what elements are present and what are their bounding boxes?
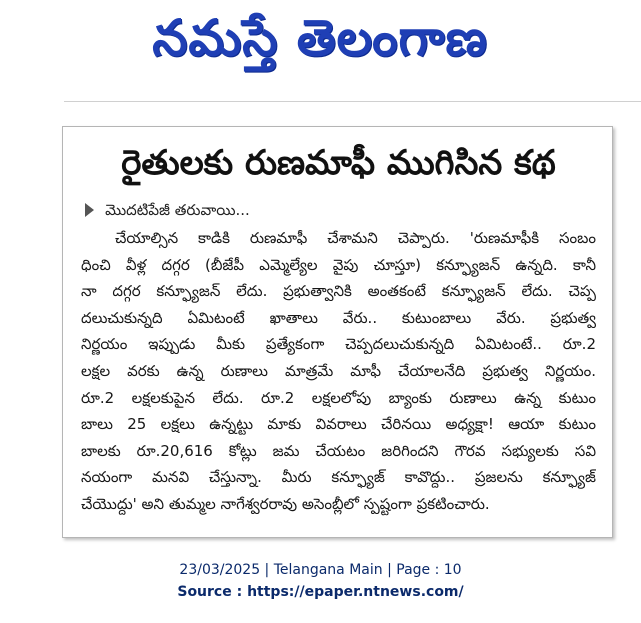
header-divider (64, 101, 641, 102)
body-line: నిర్ణయం ఇప్పుడు మీకు ప్రత్యేకంగా చెప్పదలుచుకున్నది ఏమిటంటే.. రూ.2 (81, 335, 596, 354)
body-line: రూ.2 లక్షలకుపైన లేదు. రూ.2 లక్షలలోపు బ్యాంకు రుణాలు ఉన్న కుటుం (81, 388, 596, 407)
newspaper-logo: నమస్తే తెలంగాణ (152, 9, 488, 67)
body-line: లక్షల వరకు ఉన్న రుణాలు మాత్రమే మాఫీ చేయాలనేది ప్రభుత్వ నిర్ణయం. (81, 361, 596, 380)
kicker-text: మొదటిపేజీ తరువాయి... (105, 201, 250, 219)
body-line: చేయాల్సిన కాడికి రుణమాఫీ చేశామని చెప్పారు. 'రుణమాఫీకి సంబం (115, 229, 596, 247)
edition-info: 23/03/2025 | Telangana Main | Page : 10 (179, 562, 462, 578)
body-line: చేయొద్దు' అని తుమ్మల నాగేశ్వరరావు అసెంబ్లీలో స్పష్టంగా ప్రకటించారు. (81, 494, 490, 513)
body-line: ధించి వీళ్ల దగ్గర (బీజేపీ ఎమ్మెల్యేల వైపు చూస్తూ) కన్ఫ్యూజన్ ఉన్నది. కానీ (81, 255, 596, 274)
arrow-right-icon (85, 203, 94, 217)
masthead (0, 0, 641, 80)
article-headline: రైతులకు రుణమాఫీ ముగిసిన కథ (121, 143, 556, 183)
body-line: నయంగా మనవి చేస్తున్నా. మీరు కన్ఫ్యూజ్ కావొద్దు.. ప్రజలను కన్ఫ్యూజ్ (81, 468, 596, 487)
body-line: దలుచుకున్నది ఏమిటంటే ఖాతాలు వేరు.. కుటుంబాలు వేరు. ప్రభుత్వ (81, 308, 596, 327)
continuation-kicker (85, 199, 250, 221)
body-line: నా దగ్గర కన్ఫ్యూజన్ లేదు. ప్రభుత్వానికి అంతకంటే కన్ఫ్యూజన్ లేదు. చెప్ప (81, 282, 596, 301)
body-line: బాలు 25 లక్షలు ఉన్నట్టు మాకు వివరాలు చేరినయి అధ్యక్షా! ఆయా కుటుం (81, 415, 596, 434)
article-clipping (62, 126, 613, 538)
article-body (81, 225, 596, 518)
body-line: బాలకు రూ.20,616 కోట్లు జమ చేయటం జరిగిందని గౌరవ సభ్యులకు సవి (81, 441, 596, 460)
source-link[interactable]: Source : https://epaper.ntnews.com/ (177, 584, 464, 600)
